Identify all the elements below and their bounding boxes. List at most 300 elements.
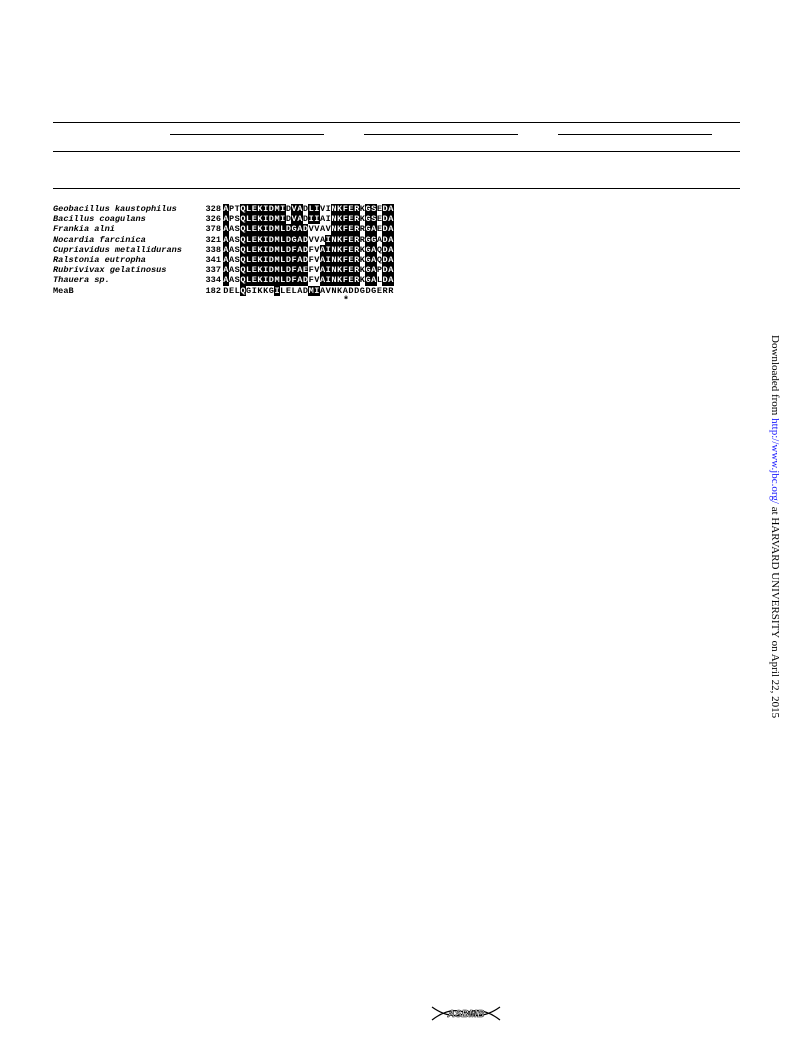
- alignment-row: [53, 275, 394, 285]
- residue: E: [376, 204, 382, 214]
- residue: E: [348, 254, 354, 265]
- residue: E: [348, 214, 354, 225]
- residue: E: [285, 285, 291, 296]
- residue: D: [382, 265, 388, 276]
- residue: L: [280, 285, 286, 296]
- residue: A: [319, 214, 326, 225]
- residue: A: [297, 275, 303, 286]
- residue: K: [257, 244, 263, 255]
- residue: P: [228, 204, 235, 214]
- residue: N: [331, 254, 337, 265]
- download-note-suffix: at HARVARD UNIVERSITY on April 22, 2015: [769, 503, 781, 719]
- residue: E: [348, 234, 354, 245]
- conserved-residue-marker: *: [343, 296, 350, 307]
- residue: G: [291, 224, 297, 235]
- organism-name: Frankia alni: [53, 224, 115, 235]
- organism-name: Ralstonia eutropha: [53, 254, 146, 265]
- residue: D: [285, 244, 291, 255]
- residue: V: [314, 224, 320, 235]
- residue: D: [285, 254, 291, 265]
- sequence-alignment: [53, 204, 394, 296]
- residue: A: [371, 265, 377, 276]
- residue: S: [371, 204, 377, 214]
- residue: K: [359, 275, 365, 286]
- organism-name: Bacillus coagulans: [53, 214, 146, 225]
- residue: A: [371, 275, 377, 286]
- sequence: [223, 275, 394, 285]
- residue: A: [319, 275, 326, 286]
- residue: A: [388, 214, 394, 225]
- residue: E: [348, 265, 354, 276]
- residue: D: [302, 254, 309, 265]
- residue: K: [337, 204, 343, 214]
- residue: I: [263, 224, 269, 235]
- residue: L: [246, 244, 252, 255]
- residue-start-number: 337: [205, 265, 221, 276]
- residue: L: [280, 254, 286, 265]
- residue: A: [319, 244, 326, 255]
- residue: I: [274, 285, 280, 296]
- residue: P: [228, 214, 235, 225]
- residue-start-number: 182: [205, 285, 221, 296]
- residue: Q: [240, 234, 246, 245]
- residue: A: [319, 265, 326, 276]
- residue: I: [325, 234, 331, 245]
- residue: F: [342, 265, 348, 276]
- residue: F: [342, 204, 348, 214]
- residue: Q: [240, 285, 246, 296]
- residue: R: [354, 214, 360, 225]
- residue: D: [285, 214, 291, 225]
- residue: L: [280, 265, 286, 276]
- residue: E: [251, 254, 257, 265]
- residue: K: [257, 285, 263, 296]
- residue: D: [268, 204, 274, 214]
- residue: G: [365, 234, 371, 245]
- residue: K: [257, 254, 263, 265]
- residue: M: [308, 285, 314, 296]
- asbmb-logo-icon: [430, 1004, 502, 1022]
- residue: A: [388, 265, 394, 276]
- residue: L: [308, 204, 314, 214]
- residue: K: [337, 244, 343, 255]
- residue: L: [280, 224, 286, 235]
- residue: E: [348, 224, 354, 235]
- residue: E: [376, 285, 382, 296]
- residue: L: [291, 285, 297, 296]
- residue: N: [331, 275, 337, 286]
- residue: P: [376, 265, 382, 276]
- residue: A: [297, 204, 303, 214]
- residue: K: [359, 244, 365, 255]
- residue: E: [251, 275, 257, 286]
- residue: V: [308, 234, 314, 245]
- residue: V: [325, 224, 331, 235]
- residue: L: [246, 265, 252, 276]
- column-group-rule-1: [170, 134, 324, 135]
- residue: R: [354, 234, 360, 245]
- residue: A: [223, 254, 229, 265]
- residue: S: [234, 224, 240, 235]
- residue: F: [342, 244, 348, 255]
- residue: A: [228, 224, 235, 235]
- residue: D: [302, 214, 309, 225]
- residue: F: [308, 254, 314, 265]
- residue: K: [337, 214, 343, 225]
- residue: F: [291, 244, 297, 255]
- residue: E: [376, 214, 382, 225]
- residue: I: [263, 214, 269, 225]
- table-top-rule: [53, 122, 740, 123]
- residue: G: [365, 265, 371, 276]
- residue: D: [302, 244, 309, 255]
- alignment-row: [53, 204, 394, 214]
- alignment-row: [53, 235, 394, 245]
- residue: E: [251, 244, 257, 255]
- residue: K: [337, 265, 343, 276]
- residue: A: [297, 214, 303, 225]
- residue: E: [348, 275, 354, 286]
- sequence: [223, 214, 394, 224]
- residue: G: [365, 275, 371, 286]
- residue: M: [274, 234, 280, 245]
- residue-start-number: 328: [205, 204, 221, 214]
- residue: L: [280, 275, 286, 286]
- residue: D: [302, 224, 309, 235]
- residue: L: [280, 234, 286, 245]
- residue: A: [223, 275, 229, 286]
- residue: V: [308, 224, 314, 235]
- residue: M: [274, 214, 280, 225]
- residue: A: [388, 275, 394, 286]
- residue: K: [257, 265, 263, 276]
- residue: D: [268, 234, 274, 245]
- organism-name: Cupriavidus metallidurans: [53, 244, 182, 255]
- residue: D: [365, 285, 371, 296]
- residue: F: [291, 265, 297, 276]
- residue: Q: [240, 275, 246, 286]
- residue: E: [251, 214, 257, 225]
- residue: S: [234, 214, 240, 225]
- download-note-link[interactable]: http://www.jbc.org/: [769, 418, 781, 504]
- residue: I: [325, 204, 331, 214]
- residue: V: [325, 285, 331, 296]
- residue: G: [365, 214, 371, 225]
- residue: A: [297, 234, 303, 245]
- residue: I: [280, 214, 286, 225]
- residue: M: [274, 204, 280, 214]
- alignment-row: [53, 265, 394, 275]
- sequence: [223, 224, 394, 234]
- residue: A: [297, 244, 303, 255]
- residue: R: [354, 204, 360, 214]
- residue: D: [302, 275, 309, 286]
- residue-start-number: 326: [205, 214, 221, 225]
- residue: A: [388, 234, 394, 245]
- residue: D: [268, 244, 274, 255]
- table-header-rule: [53, 151, 740, 152]
- residue: A: [228, 244, 235, 255]
- residue: A: [297, 265, 303, 276]
- residue: E: [251, 234, 257, 245]
- alignment-row: [53, 224, 394, 234]
- residue: V: [314, 234, 320, 245]
- residue: A: [228, 275, 235, 286]
- residue: A: [388, 224, 394, 235]
- residue: M: [274, 275, 280, 286]
- residue: D: [382, 204, 388, 214]
- residue-start-number: 321: [205, 234, 221, 245]
- residue: N: [331, 214, 337, 225]
- residue: M: [274, 254, 280, 265]
- residue: I: [263, 244, 269, 255]
- residue: A: [319, 254, 326, 265]
- residue: A: [228, 265, 235, 276]
- download-note-prefix: Downloaded from: [769, 335, 781, 419]
- residue: S: [371, 214, 377, 225]
- residue: E: [348, 244, 354, 255]
- residue: A: [371, 254, 377, 265]
- residue: D: [382, 244, 388, 255]
- residue: I: [263, 265, 269, 276]
- organism-name: Geobacillus kaustophilus: [53, 204, 177, 214]
- residue: K: [257, 214, 263, 225]
- residue-start-number: 338: [205, 244, 221, 255]
- alignment-row: [53, 255, 394, 265]
- residue: V: [314, 244, 320, 255]
- residue: A: [342, 285, 348, 296]
- residue: F: [291, 275, 297, 286]
- residue: I: [308, 214, 314, 225]
- residue: R: [354, 254, 360, 265]
- residue: D: [268, 224, 274, 235]
- residue: K: [257, 224, 263, 235]
- residue: R: [359, 234, 365, 245]
- residue: D: [302, 285, 309, 296]
- residue: R: [354, 275, 360, 286]
- residue: F: [291, 254, 297, 265]
- residue: R: [354, 265, 360, 276]
- residue: K: [337, 224, 343, 235]
- residue: Q: [240, 224, 246, 235]
- residue-start-number: 378: [205, 224, 221, 235]
- residue: K: [337, 234, 343, 245]
- residue: A: [388, 254, 394, 265]
- alignment-row: [53, 214, 394, 224]
- residue: Q: [240, 214, 246, 225]
- residue: D: [382, 234, 388, 245]
- residue: S: [234, 254, 240, 265]
- residue: Q: [240, 265, 246, 276]
- residue: L: [246, 224, 252, 235]
- residue: D: [285, 275, 291, 286]
- table-bottom-rule: [53, 188, 740, 189]
- residue: D: [302, 234, 309, 245]
- residue: N: [331, 224, 337, 235]
- residue: G: [365, 204, 371, 214]
- sequence: [223, 286, 394, 296]
- residue: D: [268, 254, 274, 265]
- residue: A: [388, 244, 394, 255]
- residue: F: [308, 244, 314, 255]
- residue: I: [325, 244, 331, 255]
- residue: A: [228, 234, 235, 245]
- column-group-rule-3: [558, 134, 712, 135]
- residue: N: [331, 244, 337, 255]
- residue: G: [365, 224, 371, 235]
- residue: I: [263, 254, 269, 265]
- residue: I: [314, 204, 320, 214]
- residue: F: [342, 275, 348, 286]
- residue: D: [354, 285, 360, 296]
- residue: N: [331, 265, 337, 276]
- residue: L: [246, 275, 252, 286]
- residue: D: [302, 204, 309, 214]
- residue: A: [223, 265, 229, 276]
- residue: Q: [376, 244, 382, 255]
- residue: A: [297, 224, 303, 235]
- residue: D: [382, 254, 388, 265]
- residue: N: [331, 234, 337, 245]
- residue: V: [314, 275, 320, 286]
- sequence: [223, 235, 394, 245]
- residue: I: [263, 234, 269, 245]
- residue: E: [348, 204, 354, 214]
- residue: G: [365, 244, 371, 255]
- residue: K: [359, 204, 365, 214]
- download-note: [765, 335, 785, 719]
- residue: F: [308, 275, 314, 286]
- residue: F: [342, 234, 348, 245]
- alignment-row: [53, 286, 394, 296]
- residue: I: [325, 275, 331, 286]
- residue: A: [371, 244, 377, 255]
- residue: A: [223, 204, 229, 214]
- residue: D: [268, 275, 274, 286]
- residue: K: [337, 254, 343, 265]
- residue: D: [285, 204, 291, 214]
- residue: I: [314, 285, 320, 296]
- residue: G: [359, 285, 365, 296]
- residue: F: [342, 224, 348, 235]
- residue: L: [280, 244, 286, 255]
- residue: G: [246, 285, 252, 296]
- residue: K: [359, 214, 365, 225]
- residue: A: [228, 254, 235, 265]
- residue: F: [342, 254, 348, 265]
- residue: I: [251, 285, 257, 296]
- residue: N: [331, 204, 337, 214]
- residue: K: [359, 265, 365, 276]
- residue: A: [223, 224, 229, 235]
- residue: D: [382, 224, 388, 235]
- residue: L: [234, 285, 240, 296]
- residue: D: [268, 265, 274, 276]
- residue: L: [246, 214, 252, 225]
- residue: D: [285, 265, 291, 276]
- residue: V: [291, 204, 297, 214]
- residue: R: [354, 244, 360, 255]
- residue: A: [319, 285, 326, 296]
- residue: G: [268, 285, 274, 296]
- residue: S: [234, 265, 240, 276]
- residue: E: [251, 265, 257, 276]
- organism-name: Nocardia farcinica: [53, 234, 146, 245]
- residue: G: [371, 234, 377, 245]
- residue: S: [234, 244, 240, 255]
- residue: Q: [240, 244, 246, 255]
- residue: A: [388, 204, 394, 214]
- residue: K: [257, 234, 263, 245]
- sequence: [223, 255, 394, 265]
- residue: F: [342, 214, 348, 225]
- residue: V: [314, 254, 320, 265]
- residue: K: [257, 275, 263, 286]
- residue: E: [376, 224, 382, 235]
- residue: G: [365, 254, 371, 265]
- organism-name: MeaB: [53, 285, 74, 296]
- residue: A: [223, 234, 229, 245]
- residue: D: [382, 214, 388, 225]
- residue: E: [251, 204, 257, 214]
- sequence: [223, 204, 394, 214]
- residue: E: [302, 265, 309, 276]
- residue: I: [325, 254, 331, 265]
- residue: K: [359, 254, 365, 265]
- sequence: [223, 265, 394, 275]
- residue: K: [257, 204, 263, 214]
- residue: R: [388, 285, 394, 296]
- residue: L: [246, 254, 252, 265]
- sequence: [223, 245, 394, 255]
- residue: T: [234, 204, 240, 214]
- residue: D: [285, 224, 291, 235]
- residue: N: [331, 285, 337, 296]
- residue: E: [228, 285, 235, 296]
- residue: A: [297, 254, 303, 265]
- residue: L: [376, 275, 382, 286]
- column-group-rule-2: [364, 134, 518, 135]
- residue: I: [325, 214, 331, 225]
- residue: M: [274, 265, 280, 276]
- residue: A: [223, 214, 229, 225]
- residue: D: [348, 285, 354, 296]
- residue: A: [376, 234, 382, 245]
- residue: S: [234, 234, 240, 245]
- residue: I: [263, 204, 269, 214]
- residue: Q: [240, 254, 246, 265]
- residue: I: [280, 204, 286, 214]
- residue: F: [308, 265, 314, 276]
- residue: R: [354, 224, 360, 235]
- residue: V: [314, 265, 320, 276]
- residue: A: [371, 224, 377, 235]
- residue: Q: [376, 254, 382, 265]
- residue-start-number: 341: [205, 254, 221, 265]
- residue: V: [319, 204, 326, 214]
- residue: A: [319, 234, 326, 245]
- residue-start-number: 334: [205, 275, 221, 286]
- residue: L: [246, 204, 252, 214]
- residue: A: [319, 224, 326, 235]
- residue: K: [337, 275, 343, 286]
- alignment-row: [53, 245, 394, 255]
- residue: A: [223, 244, 229, 255]
- logo-text: ASBMB: [447, 1009, 485, 1020]
- residue: M: [274, 224, 280, 235]
- organism-name: Rubrivivax gelatinosus: [53, 265, 167, 276]
- residue: A: [297, 285, 303, 296]
